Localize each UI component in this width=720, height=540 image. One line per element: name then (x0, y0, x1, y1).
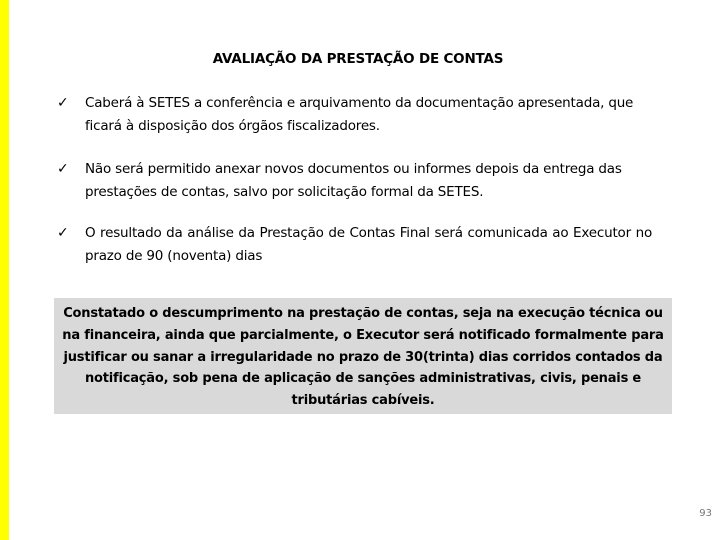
bullet-text: Caberá à SETES a conferência e arquivamento da documentação apresentada, que ficará à disposição dos órgãos fiscalizadores. (85, 95, 634, 134)
checkmark-icon: ✓ (57, 95, 69, 111)
notice-box: Constatado o descumprimento na prestação de contas, seja na execução técnica ou na financeira, ainda que parcialmente, o Executor será notificado formalmente para justificar ou sanar a irregularidade no prazo de 30(trinta) dias corridos contados da notificação, sob pena de aplicação de sanções administrativas, civis, penais e tributárias cabíveis. (54, 298, 672, 414)
bullet-item-conference (57, 92, 652, 138)
slide-title: AVALIAÇÃO DA PRESTAÇÃO DE CONTAS (212, 51, 504, 67)
bullet-text: O resultado da análise da Prestação de Contas Final será comunicada ao Executor no prazo de 90 (noventa) dias (85, 225, 652, 264)
bullet-text: Não será permitido anexar novos documentos ou informes depois da entrega das prestações de contas, salvo por solicitação formal da SETES. (85, 161, 622, 200)
page-number: 93 (699, 508, 712, 519)
yellow-accent-bar (0, 0, 9, 540)
checkmark-icon: ✓ (57, 225, 69, 241)
bullet-item-analysis-result (57, 222, 652, 268)
bullet-item-no-new-documents (57, 158, 652, 204)
checkmark-icon: ✓ (57, 161, 69, 177)
